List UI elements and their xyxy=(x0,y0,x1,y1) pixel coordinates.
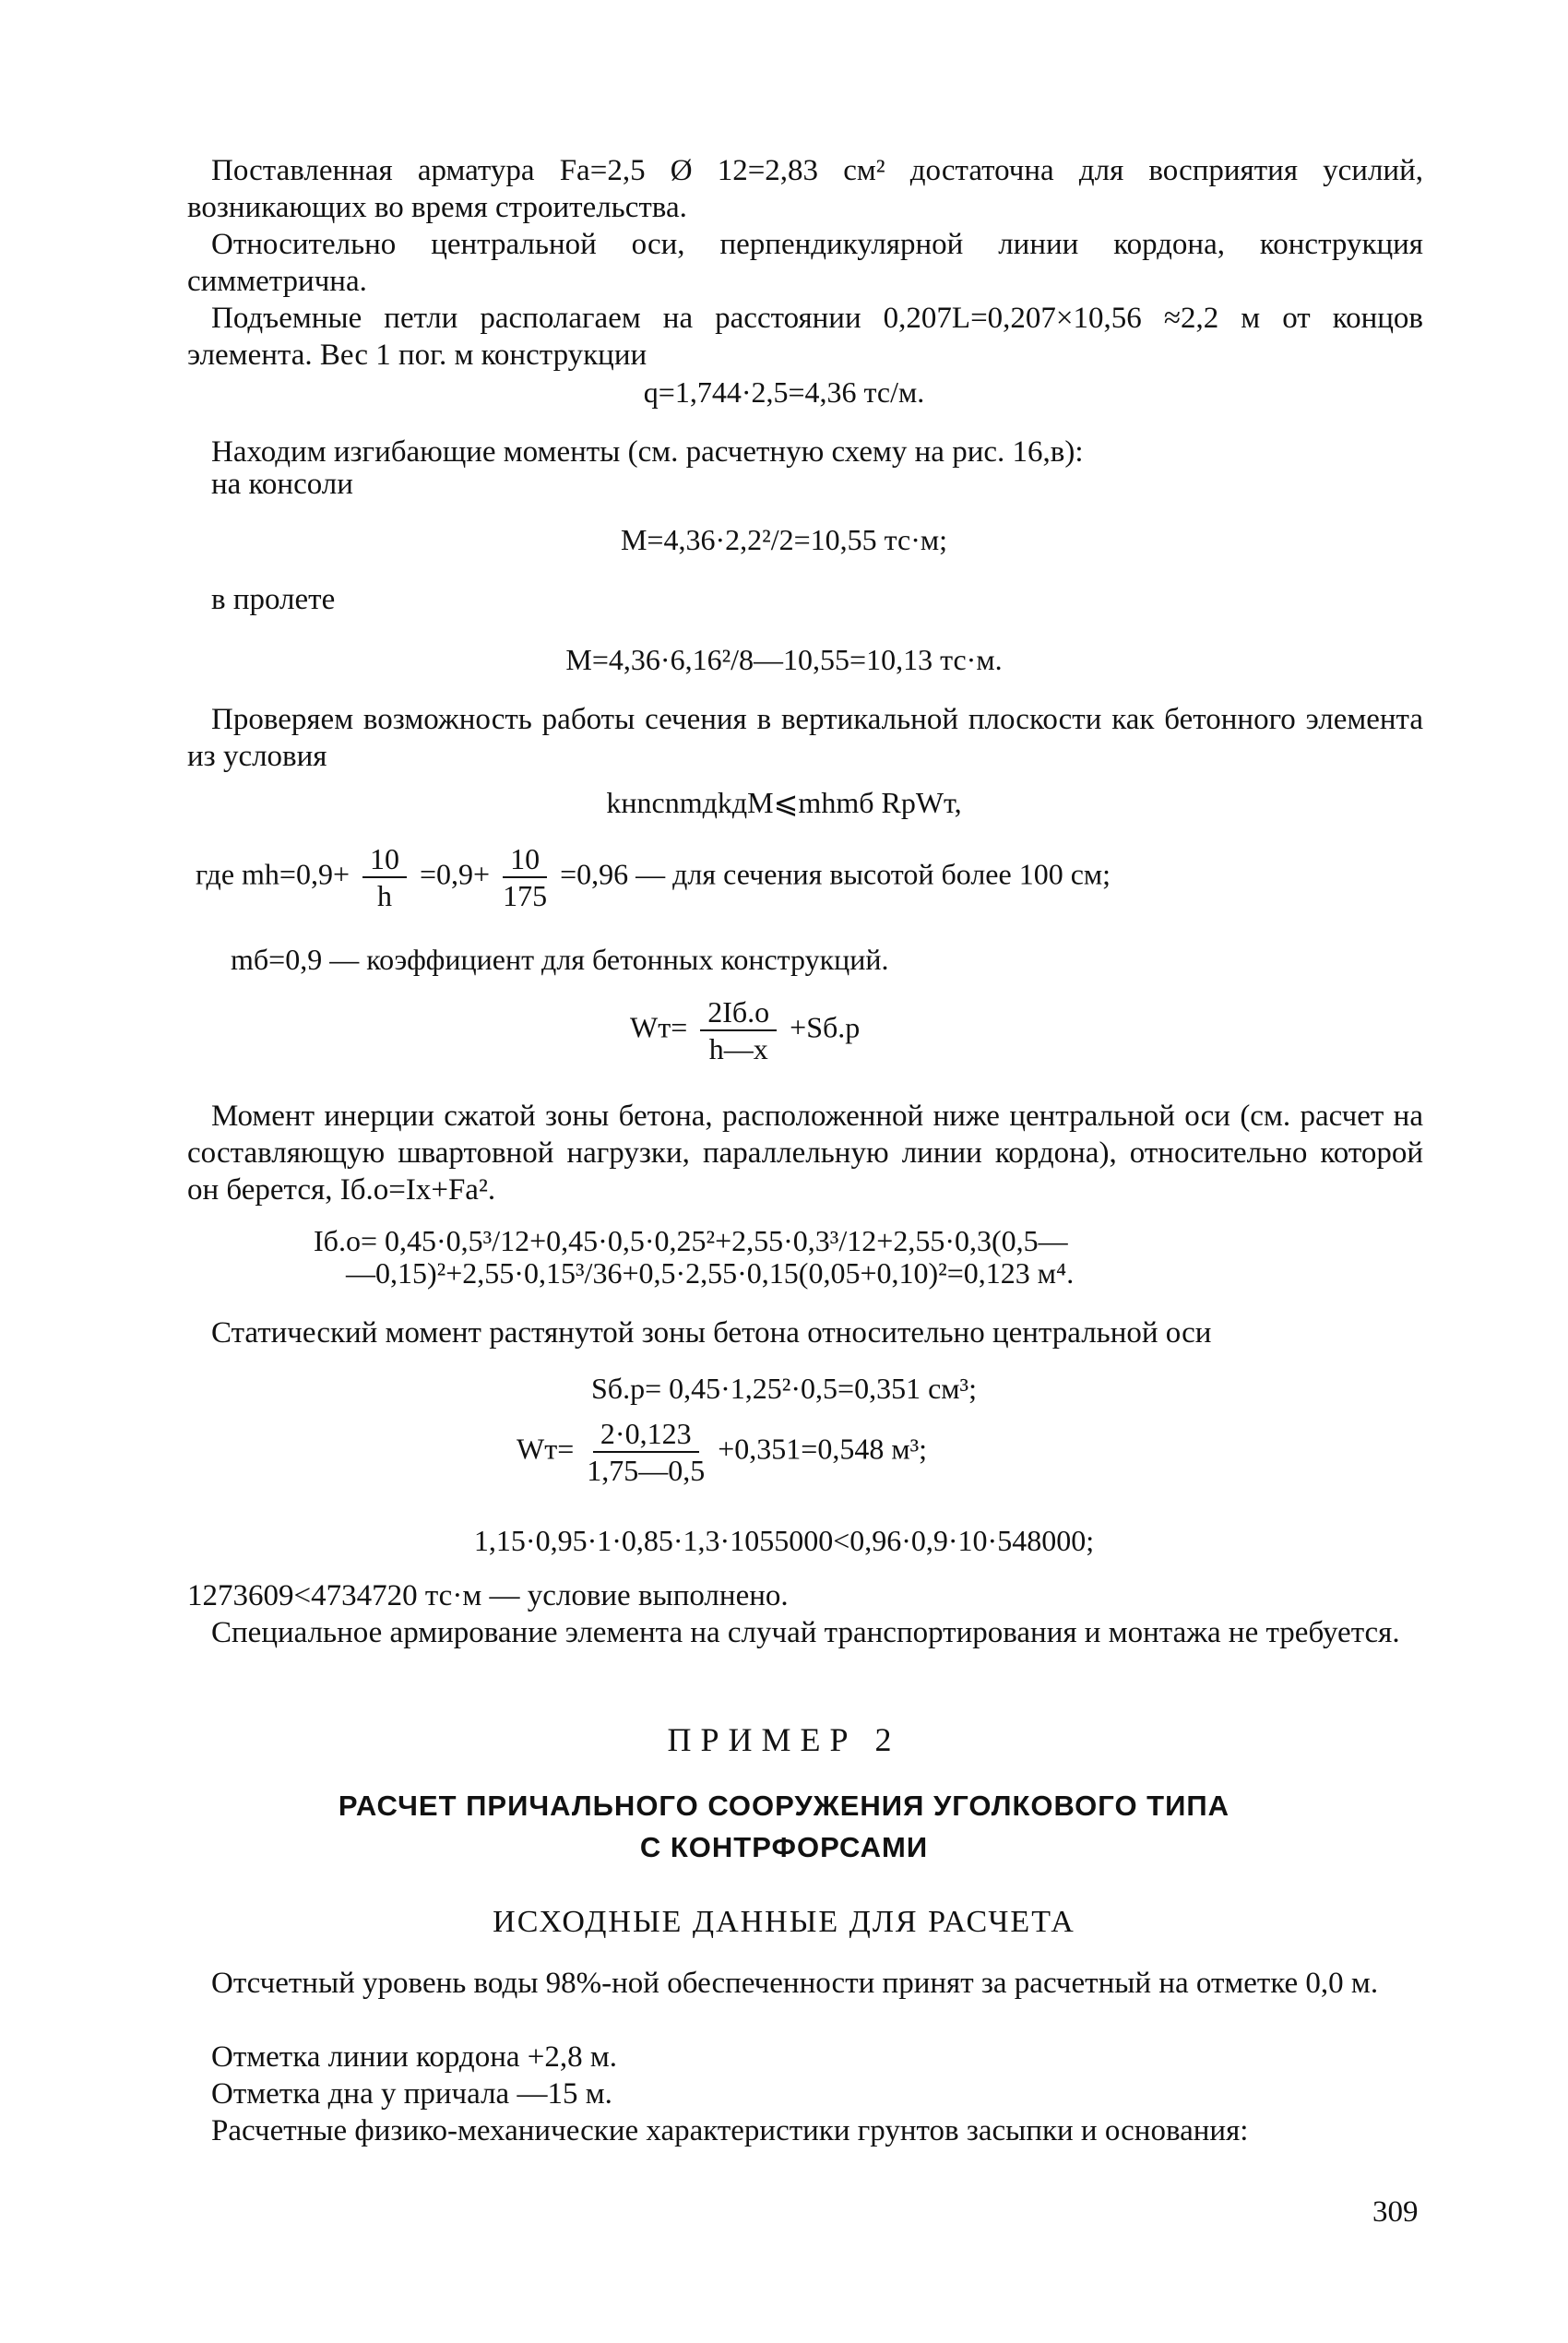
paragraph: Проверяем возможность работы сечения в вертикальной плоскости как бетонного элемента из условия xyxy=(187,703,1423,773)
fraction: $\frac{2Iб.о}{h—x}$ xyxy=(700,994,777,1066)
formula-inertia-line1: Iб.о= 0,45·0,5³/12+0,45·0,5·0,25²+2,55·0,3³/12+2,55·0,3(0,5— xyxy=(314,1224,1068,1257)
paragraph-label: на консоли xyxy=(211,468,353,501)
paragraph: Статический момент растянутой зоны бетона относительно центральной оси xyxy=(211,1316,1212,1350)
formula-static-moment: Sб.р= 0,45·1,25²·0,5=0,351 см³; xyxy=(590,1372,977,1405)
formula-mb: mб=0,9 — коэффициент для бетонных конструкций. xyxy=(231,943,889,976)
paragraph: Находим изгибающие моменты (см. расчетную схему на рис. 16,в): xyxy=(211,435,1084,469)
paragraph: Отметка линии кордона +2,8 м. xyxy=(211,2040,618,2074)
section-subtitle: ИСХОДНЫЕ ДАННЫЕ ДЛЯ РАСЧЕТА xyxy=(493,1905,1075,1939)
paragraph-label: в пролете xyxy=(211,583,336,616)
example-heading: ПРИМЕР 2 xyxy=(667,1721,901,1758)
fraction: $\frac{10}{h}$ xyxy=(362,841,407,913)
section-title: С КОНТРФОРСАМИ xyxy=(639,1831,929,1863)
paragraph: Момент инерции сжатой зоны бетона, расположенной ниже центральной оси (см. расчет на составляющую швартовной нагрузки, параллельную линии кордона), относительно которой он берется, Iб.о=Ix+Fa². xyxy=(187,1100,1423,1207)
formula-load: q=1,744·2,5=4,36 тс/м. xyxy=(643,375,925,409)
formula-moment-console: M=4,36·2,2²/2=10,55 тс·м; xyxy=(620,523,948,556)
paragraph: Специальное армирование элемента на случай транспортирования и монтажа не требуется. xyxy=(211,1616,1400,1649)
paragraph: Расчетные физико-механические характеристики грунтов засыпки и основания: xyxy=(211,2114,1249,2147)
formula-inertia-line2: —0,15)²+2,55·0,15³/36+0,5·2,55·0,15(0,05+0,10)²=0,123 м⁴. xyxy=(346,1256,1075,1290)
paragraph: Подъемные петли располагаем на расстоянии 0,207L=0,207×10,56 ≈2,2 м от концов элемента. Вес 1 пог. м конструкции xyxy=(187,302,1423,372)
paragraph: Отметка дна у причала —15 м. xyxy=(211,2077,612,2111)
paragraph: Относительно центральной оси, перпендикулярной линии кордона, конструкция симметрична. xyxy=(187,228,1423,298)
paragraph: Отсчетный уровень воды 98%-ной обеспеченности принят за расчетный на отметке 0,0 м. xyxy=(211,1967,1379,2000)
paragraph: Поставленная арматура Fa=2,5 Ø 12=2,83 см² достаточна для восприятия усилий, возникающих во время строительства. xyxy=(187,154,1423,224)
formula-check: 1,15·0,95·1·0,85·1,3·1055000<0,96·0,9·10·548000; xyxy=(473,1524,1095,1557)
formula-wt: Wт= $\frac{2Iб.о}{h—x}$ +Sб.р xyxy=(630,995,861,1065)
fraction: $\frac{10}{175}$ xyxy=(503,842,548,912)
formula-wt-value: Wт= $\frac{2\cdot 0,123}{1,75—0,5}$ +0,351=0,548 м³; xyxy=(517,1417,928,1487)
formula-mh: где mh=0,9+ $\frac{10}{h}$ =0,9+ $\frac{10}{175}$ =0,96 — для сечения высотой более 100 см; xyxy=(196,842,1111,912)
paragraph: 1273609<4734720 тс·м — условие выполнено. xyxy=(187,1579,789,1612)
fraction: $\frac{2\cdot 0,123}{1,75—0,5}$ xyxy=(587,1417,706,1487)
page-number: 309 xyxy=(1372,2195,1419,2229)
formula-condition: kнnсnmдkдM⩽mhmб RрWт, xyxy=(606,786,962,819)
section-title: РАСЧЕТ ПРИЧАЛЬНОГО СООРУЖЕНИЯ УГОЛКОВОГО ТИПА xyxy=(338,1790,1230,1822)
formula-moment-span: M=4,36·6,16²/8—10,55=10,13 тс·м. xyxy=(565,643,1003,676)
